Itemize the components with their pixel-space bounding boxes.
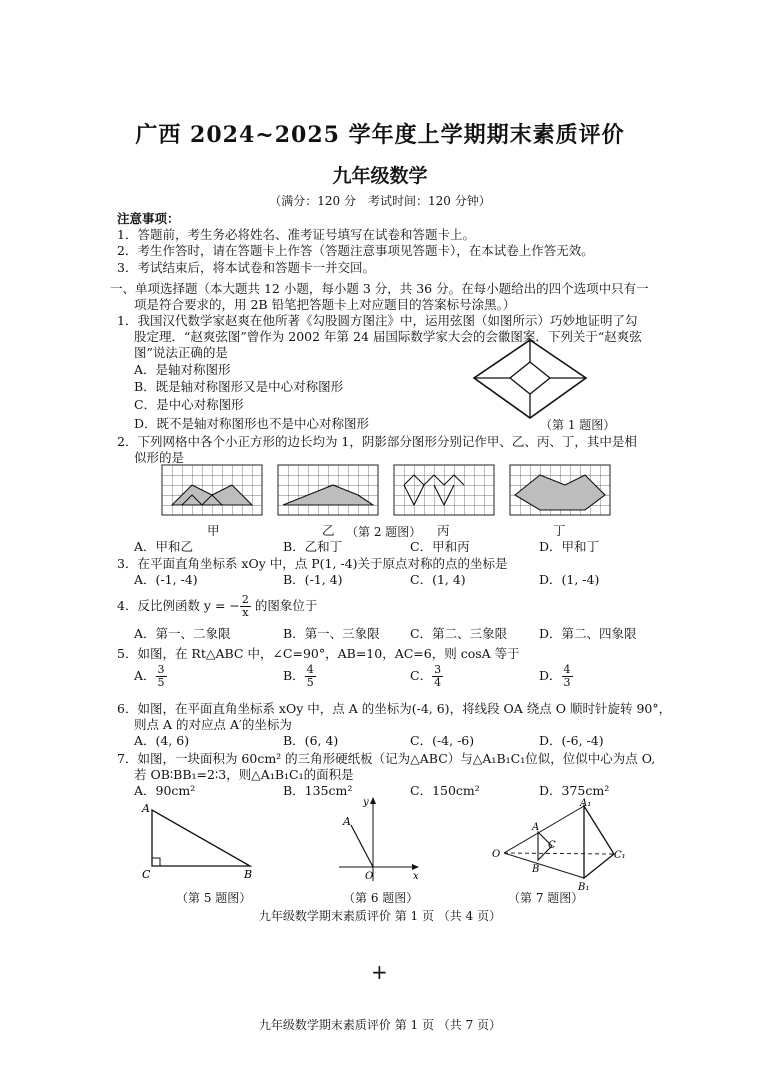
- q1-option-d: D．既不是轴对称图形也不是中心对称图形: [134, 416, 370, 431]
- q2-option-b: B．乙和丁: [283, 539, 343, 554]
- label-a1: A₁: [580, 798, 592, 809]
- q1-text: 1．我国汉代数学家赵爽在他所著《勾股圆方图注》中，运用弦图（如图所示）巧妙地证明了勾: [117, 313, 638, 328]
- notes-item: 1．答题前，考生务必将姓名、准考证号填写在试卷和答题卡上。: [117, 227, 475, 242]
- label-o: O: [365, 871, 374, 882]
- label-c: C: [142, 868, 151, 881]
- label-c: C: [548, 840, 556, 851]
- q7-text: 若 OB∶BB₁=2∶3，则△A₁B₁C₁的面积是: [134, 767, 354, 782]
- q2-option-c: C．甲和丙: [410, 539, 470, 554]
- q3-option-a: A．(-1, -4): [134, 572, 198, 587]
- fraction-numerator: 3: [434, 663, 442, 676]
- similar-figures-grids: [160, 463, 620, 523]
- grid-label-bing: 丙: [437, 523, 450, 538]
- notes-heading: 注意事项：: [117, 211, 180, 226]
- q4-option-d: D．第二、四象限: [539, 626, 637, 641]
- section-heading: 一、单项选择题（本大题共 12 小题，每小题 3 分，共 36 分。在每小题给出的四个选项中只有一: [110, 281, 649, 296]
- fraction-denominator: 4: [434, 676, 442, 689]
- q4-text-post: 的图象位于: [250, 598, 318, 613]
- q5-option-a: [134, 664, 167, 689]
- q5-fraction: [432, 664, 443, 689]
- fraction-numerator: 3: [157, 663, 165, 676]
- q7-option-a: A．90cm²: [134, 783, 196, 798]
- q7-option-c: C．150cm²: [410, 783, 480, 798]
- notes-item: 3．考试结束后，将本试卷和答题卡一并交回。: [117, 260, 375, 275]
- q1-option-c: C．是中心对称图形: [134, 397, 244, 412]
- q5-option-label: C．: [410, 668, 433, 683]
- q4-option-b: B．第一、三象限: [283, 626, 380, 641]
- q5-fraction: [562, 664, 573, 689]
- label-x: x: [413, 871, 419, 882]
- fraction-denominator: 5: [306, 676, 314, 689]
- q6-option-b: B．(6, 4): [283, 733, 339, 748]
- q3-option-c: C．(1, 4): [410, 572, 466, 587]
- grid-bing: [394, 465, 494, 515]
- q6-option-d: D．(-6, -4): [539, 733, 604, 748]
- figure-7-homothety: [490, 798, 630, 893]
- q4-fraction-numerator: 2: [241, 593, 249, 606]
- q1-text: 股定理．“赵爽弦图”曾作为 2002 年第 24 届国际数学家大会的会徽图案．下列关于“赵爽弦: [134, 329, 642, 344]
- exam-meta: （满分：120 分 考试时间：120 分钟）: [269, 194, 491, 208]
- label-o: O: [492, 849, 501, 860]
- fraction-denominator: 3: [563, 676, 571, 689]
- q5-option-d: [539, 664, 573, 689]
- grid-label-yi: 乙: [322, 523, 335, 538]
- inner-page-footer: 九年级数学期末素质评价 第 1 页 （共 4 页）: [258, 909, 502, 923]
- q5-fraction: [156, 664, 167, 689]
- label-a: A: [142, 802, 150, 815]
- q2-option-d: D．甲和丁: [539, 539, 600, 554]
- q4-text: [117, 594, 317, 619]
- label-a: A: [343, 815, 351, 828]
- q5-option-label: A．: [134, 668, 156, 683]
- q6-text: 6．如图，在平面直角坐标系 xOy 中，点 A 的坐标为(-4, 6)，将线段 OA 绕点 O 顺时针旋转 90°，: [117, 701, 672, 716]
- q7-option-b: B．135cm²: [283, 783, 353, 798]
- q4-option-c: C．第二、三象限: [410, 626, 508, 641]
- grid-jia: [162, 465, 262, 515]
- grid-yi: [278, 465, 378, 515]
- q5-fraction: [305, 664, 316, 689]
- q7-option-d: D．375cm²: [539, 783, 610, 798]
- q5-option-label: B．: [283, 668, 305, 683]
- q6-text: 则点 A 的对应点 A′的坐标为: [134, 717, 292, 732]
- fraction-numerator: 4: [563, 663, 571, 676]
- q1-option-a: A．是轴对称图形: [134, 362, 231, 377]
- label-b: B: [244, 868, 253, 881]
- q1-figure-caption: （第 1 题图）: [540, 418, 616, 432]
- q3-option-d: D．(1, -4): [539, 572, 600, 587]
- page-subtitle: 九年级数学: [332, 165, 428, 187]
- q5-option-label: D．: [539, 668, 562, 683]
- q1-option-b: B．既是轴对称图形又是中心对称图形: [134, 379, 344, 394]
- q5-text: 5．如图，在 Rt△ABC 中，∠C=90°，AB=10，AC=6，则 cosA 等于: [117, 646, 520, 661]
- label-a: A: [532, 822, 540, 833]
- q7-text: 7．如图，一块面积为 60cm² 的三角形硬纸板（记为△ABC）与△A₁B₁C₁位似，位似中心为点 O,: [117, 751, 656, 766]
- label-b1: B₁: [578, 882, 590, 893]
- label-b: B: [532, 864, 540, 875]
- figure-5-caption: （第 5 题图）: [176, 891, 252, 905]
- q6-option-c: C．(-4, -6): [410, 733, 475, 748]
- label-c1: C₁: [614, 850, 626, 861]
- q3-text: 3．在平面直角坐标系 xOy 中，点 P(1, -4)关于原点对称的点的坐标是: [117, 556, 508, 571]
- section-heading-cont: 项是符合要求的，用 2B 铅笔把答题卡上对应题目的答案标号涂黑。）: [134, 297, 516, 312]
- q2-text: 2．下列网格中各个小正方形的边长均为 1，阴影部分图形分别记作甲、乙、丙、丁，其中是相: [117, 434, 637, 449]
- figure-5-triangle: [140, 800, 265, 882]
- figure-6-axes: [335, 795, 425, 885]
- outer-page-footer: 九年级数学期末素质评价 第 1 页 （共 7 页）: [258, 1018, 502, 1032]
- q6-option-a: A．(4, 6): [134, 733, 190, 748]
- figure-6-caption: （第 6 题图）: [343, 891, 419, 905]
- q2-text: 似形的是: [134, 450, 185, 465]
- zhao-shuang-diagram: [470, 338, 590, 420]
- q1-text: 图”说法正确的是: [134, 345, 228, 360]
- q4-fraction: [240, 594, 251, 619]
- figure-7-caption: （第 7 题图）: [508, 891, 584, 905]
- q3-option-b: B．(-1, 4): [283, 572, 343, 587]
- grid-label-ding: 丁: [553, 523, 566, 538]
- q4-fraction-denominator: x: [242, 606, 249, 619]
- q4-text-pre: 4．反比例函数 y = −: [117, 598, 240, 613]
- q2-figure-caption: （第 2 题图）: [346, 525, 422, 539]
- label-y: y: [363, 797, 369, 808]
- fraction-numerator: 4: [306, 663, 314, 676]
- q4-option-a: A．第一、二象限: [134, 626, 231, 641]
- q5-option-b: [283, 664, 316, 689]
- q5-option-c: [410, 664, 443, 689]
- registration-mark: +: [371, 960, 388, 984]
- notes-item: 2．考生作答时，请在答题卡上作答（答题注意事项见答题卡），在本试卷上作答无效。: [117, 243, 594, 258]
- grid-label-jia: 甲: [207, 523, 220, 538]
- q2-option-a: A．甲和乙: [134, 539, 194, 554]
- fraction-denominator: 5: [157, 676, 165, 689]
- page-title: 广西 2024~2025 学年度上学期期末素质评价: [135, 122, 625, 148]
- grid-ding: [510, 465, 610, 515]
